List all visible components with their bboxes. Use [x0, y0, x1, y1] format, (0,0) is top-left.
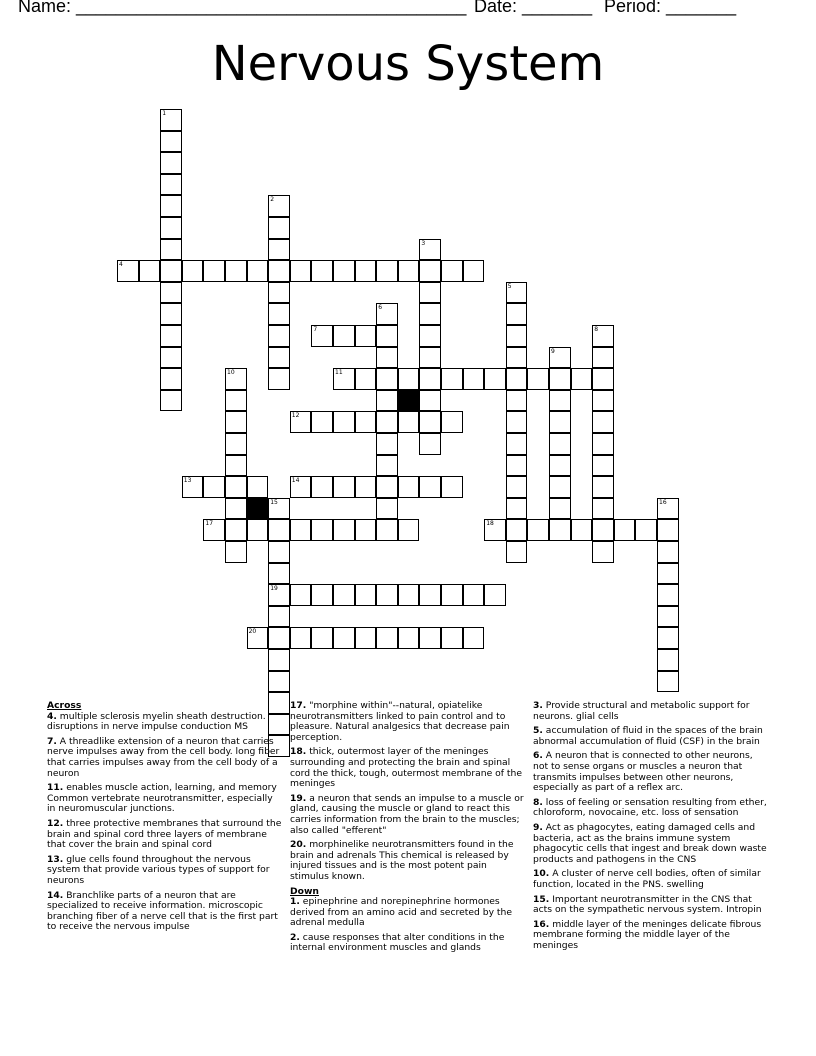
grid-cell[interactable]	[160, 174, 182, 196]
clue-number: 15	[270, 498, 278, 506]
clue-label: 2.	[290, 931, 300, 943]
grid-cell[interactable]	[160, 282, 182, 304]
grid-cell[interactable]	[549, 519, 571, 541]
grid-cell[interactable]	[139, 260, 161, 282]
grid-cell[interactable]	[290, 519, 312, 541]
grid-cell[interactable]	[268, 260, 290, 282]
clue-label: 16.	[533, 918, 550, 930]
grid-cell[interactable]	[506, 411, 528, 433]
grid-cell[interactable]	[376, 498, 398, 520]
grid-cell[interactable]	[160, 239, 182, 261]
grid-cell[interactable]	[592, 541, 614, 563]
grid-cell[interactable]	[549, 476, 571, 498]
grid-cell[interactable]	[398, 584, 420, 606]
across-clue	[47, 855, 283, 887]
grid-cell[interactable]	[160, 325, 182, 347]
grid-cell[interactable]	[290, 411, 312, 433]
clue-text: A threadlike extension of a neuron that carries nerve impulses away from the cell body. long fiber that carries impulses away from the cell body of a neuron	[47, 735, 280, 779]
across-clue	[47, 891, 283, 933]
down-clue	[533, 798, 767, 819]
grid-cell[interactable]	[657, 627, 679, 649]
grid-cell[interactable]	[268, 498, 290, 520]
grid-cell[interactable]	[355, 627, 377, 649]
clue-text: Branchlike parts of a neuron that are specialized to receive information. microscopic branching fiber of a nerve cell that is the first part to receive the nervous impulse	[47, 889, 278, 933]
grid-cell[interactable]	[225, 260, 247, 282]
grid-cell[interactable]	[592, 325, 614, 347]
grid-cell[interactable]	[592, 347, 614, 369]
grid-cell[interactable]	[376, 455, 398, 477]
grid-cell[interactable]	[506, 282, 528, 304]
grid-cell[interactable]	[592, 368, 614, 390]
clue-number: 4	[119, 261, 123, 269]
grid-cell[interactable]	[506, 498, 528, 520]
across-clue	[290, 840, 528, 882]
grid-cell[interactable]	[398, 368, 420, 390]
grid-cell[interactable]	[225, 498, 247, 520]
grid-cell[interactable]	[376, 433, 398, 455]
down-clue	[533, 751, 767, 793]
grid-cell[interactable]	[657, 606, 679, 628]
grid-cell[interactable]	[333, 519, 355, 541]
grid-cell[interactable]	[527, 519, 549, 541]
clues-column-3	[533, 701, 767, 955]
grid-cell[interactable]	[160, 390, 182, 412]
grid-cell[interactable]	[419, 584, 441, 606]
grid-cell[interactable]	[268, 541, 290, 563]
grid-cell[interactable]	[657, 563, 679, 585]
clue-text: glue cells found throughout the nervous system that provide various types of support for neurons	[47, 853, 270, 886]
clue-label: 11.	[47, 782, 64, 794]
grid-cell[interactable]	[398, 411, 420, 433]
grid-cell[interactable]	[311, 584, 333, 606]
clue-label: 20.	[290, 839, 307, 851]
clue-label: 12.	[47, 817, 64, 829]
clue-label: 4.	[47, 710, 57, 722]
clue-label: 13.	[47, 853, 64, 865]
grid-cell[interactable]	[376, 368, 398, 390]
period-field[interactable]: Period: _______	[604, 0, 737, 16]
grid-cell[interactable]	[355, 368, 377, 390]
grid-cell[interactable]	[376, 347, 398, 369]
clue-number: 7	[313, 326, 318, 333]
clue-text: middle layer of the meninges delicate fibrous membrane forming the middle layer of the meninges	[533, 918, 762, 951]
grid-cell[interactable]	[549, 347, 571, 369]
grid-cell[interactable]	[419, 239, 441, 261]
grid-cell[interactable]	[160, 109, 182, 131]
grid-cell[interactable]	[160, 347, 182, 369]
grid-cell[interactable]	[376, 627, 398, 649]
grid-cell[interactable]	[614, 519, 636, 541]
down-clue	[290, 897, 528, 929]
grid-cell[interactable]	[527, 368, 549, 390]
grid-cell[interactable]	[419, 411, 441, 433]
grid-cell[interactable]	[311, 325, 333, 347]
grid-cell[interactable]	[398, 519, 420, 541]
clue-number: 13	[183, 477, 192, 485]
down-clue	[290, 933, 528, 954]
grid-cell[interactable]	[225, 476, 247, 498]
clue-number: 20	[248, 628, 257, 636]
grid-cell[interactable]	[506, 303, 528, 325]
grid-cell[interactable]	[311, 411, 333, 433]
grid-cell[interactable]	[311, 519, 333, 541]
grid-cell[interactable]	[160, 195, 182, 217]
grid-cell[interactable]	[225, 433, 247, 455]
clue-number: 16	[659, 498, 667, 506]
across-clue	[47, 783, 283, 815]
grid-cell[interactable]	[441, 627, 463, 649]
grid-cell[interactable]	[355, 325, 377, 347]
grid-cell[interactable]	[268, 649, 290, 671]
grid-cell[interactable]	[182, 476, 204, 498]
grid-cell[interactable]	[225, 541, 247, 563]
grid-cell[interactable]	[549, 433, 571, 455]
clue-label: 7.	[47, 735, 57, 747]
clue-text: Important neurotransmitter in the CNS that acts on the sympathetic nervous system. Intropin	[533, 893, 762, 916]
clue-text: Act as phagocytes, eating damaged cells and bacteria, act as the brains immune system phagocytic cells that ingest and break down waste products and pathogens in the CNS	[533, 821, 767, 865]
down-clue	[533, 701, 767, 722]
clue-number: 11	[335, 369, 343, 377]
grid-cell[interactable]	[592, 411, 614, 433]
grid-cell[interactable]	[268, 282, 290, 304]
grid-cell[interactable]	[657, 541, 679, 563]
clue-label: 3.	[533, 700, 543, 711]
grid-cell[interactable]	[355, 519, 377, 541]
clue-text: a neuron that sends an impulse to a muscle or gland, causing the muscle or gland to react this carries information from the brain to the muscles; also called "efferent"	[290, 792, 524, 836]
grid-cell[interactable]	[419, 347, 441, 369]
grid-cell[interactable]	[311, 260, 333, 282]
grid-cell[interactable]	[657, 649, 679, 671]
page-title: Nervous System	[211, 36, 605, 92]
grid-cell[interactable]	[268, 303, 290, 325]
grid-cell[interactable]	[333, 627, 355, 649]
grid-cell[interactable]	[635, 519, 657, 541]
grid-cell[interactable]	[203, 519, 225, 541]
grid-cell[interactable]	[268, 671, 290, 693]
clue-number: 17	[205, 520, 214, 528]
grid-cell[interactable]	[398, 476, 420, 498]
grid-cell[interactable]	[333, 260, 355, 282]
grid-cell[interactable]	[333, 476, 355, 498]
grid-cell[interactable]	[268, 195, 290, 217]
grid-cell[interactable]	[463, 627, 485, 649]
clue-number: 5	[507, 282, 512, 290]
clues-column-2	[290, 701, 528, 958]
clue-label: 9.	[533, 821, 543, 833]
grid-cell[interactable]	[268, 325, 290, 347]
grid-cell[interactable]	[549, 390, 571, 412]
grid-cell[interactable]	[441, 411, 463, 433]
name-field[interactable]: Name: _______________________________________	[18, 0, 467, 16]
grid-cell[interactable]	[506, 519, 528, 541]
grid-cell[interactable]	[657, 584, 679, 606]
clue-label: 5.	[533, 725, 543, 737]
grid-cell[interactable]	[506, 476, 528, 498]
clue-number: 8	[594, 326, 599, 333]
clue-number: 6	[378, 304, 383, 312]
clue-text: A neuron that is connected to other neurons, not to sense organs or muscles a neuron that transmits impulses between other neurons, especially as part of a reflex arc.	[533, 750, 753, 794]
across-heading: Across	[47, 700, 82, 711]
clue-label: 15.	[533, 893, 550, 905]
grid-cell[interactable]	[419, 303, 441, 325]
grid-cell[interactable]	[549, 411, 571, 433]
across-clue	[290, 701, 528, 743]
clue-text: accumulation of fluid in the spaces of the brain abnormal accumulation of fluid (CSF) in the brain	[533, 725, 763, 747]
clue-label: 19.	[290, 792, 307, 804]
grid-cell[interactable]	[225, 368, 247, 390]
grid-cell[interactable]	[398, 260, 420, 282]
grid-cell[interactable]	[182, 260, 204, 282]
clue-label: 18.	[290, 746, 307, 758]
clue-number: 12	[291, 412, 300, 420]
grid-cell[interactable]	[225, 455, 247, 477]
grid-cell[interactable]	[506, 325, 528, 347]
grid-cell[interactable]	[463, 584, 485, 606]
grid-cell[interactable]	[225, 411, 247, 433]
grid-cell[interactable]	[355, 584, 377, 606]
grid-cell[interactable]	[203, 260, 225, 282]
grid-cell[interactable]	[419, 282, 441, 304]
grid-cell[interactable]	[463, 260, 485, 282]
down-clue	[533, 823, 767, 865]
clue-number: 14	[291, 477, 300, 485]
grid-block	[398, 390, 420, 412]
clue-text: loss of feeling or sensation resulting from ether, chloroform, novocaine, etc. loss of sensation	[533, 796, 767, 819]
grid-cell[interactable]	[268, 368, 290, 390]
grid-cell[interactable]	[419, 476, 441, 498]
clue-number: 10	[227, 369, 235, 377]
grid-cell[interactable]	[506, 541, 528, 563]
grid-cell[interactable]	[419, 260, 441, 282]
grid-cell[interactable]	[311, 627, 333, 649]
grid-cell[interactable]	[419, 627, 441, 649]
grid-cell[interactable]	[268, 563, 290, 585]
grid-cell[interactable]	[549, 498, 571, 520]
down-clue	[533, 869, 767, 890]
grid-cell[interactable]	[484, 519, 506, 541]
across-clue	[47, 712, 283, 733]
clue-text: morphinelike neurotransmitters found in the brain and adrenals This chemical is released by injured tissues and is the most potent pain stimulus known.	[290, 839, 514, 882]
clue-text: A cluster of nerve cell bodies, often of similar function, located in the PNS. swelling	[533, 868, 761, 890]
grid-cell[interactable]	[355, 260, 377, 282]
grid-cell[interactable]	[376, 390, 398, 412]
grid-cell[interactable]	[160, 368, 182, 390]
grid-cell[interactable]	[117, 260, 139, 282]
grid-cell[interactable]	[290, 476, 312, 498]
grid-cell[interactable]	[311, 476, 333, 498]
grid-cell[interactable]	[160, 217, 182, 239]
clue-label: 10.	[533, 868, 550, 880]
clue-text: epinephrine and norepinephrine hormones derived from an amino acid and secreted by the adrenal medulla	[290, 896, 513, 929]
grid-cell[interactable]	[268, 584, 290, 606]
grid-cell[interactable]	[571, 519, 593, 541]
clue-text: three protective membranes that surround the brain and spinal cord three layers of membrane that cover the brain and spinal cord	[47, 817, 282, 851]
clue-number: 1	[162, 110, 167, 117]
grid-cell[interactable]	[419, 325, 441, 347]
grid-cell[interactable]	[268, 519, 290, 541]
clue-number: 9	[551, 347, 555, 355]
grid-cell[interactable]	[441, 584, 463, 606]
grid-cell[interactable]	[290, 627, 312, 649]
grid-cell[interactable]	[549, 368, 571, 390]
grid-cell[interactable]	[355, 476, 377, 498]
grid-block	[247, 498, 269, 520]
grid-cell[interactable]	[657, 519, 679, 541]
clue-label: 1.	[290, 896, 300, 908]
clue-label: 6.	[533, 750, 543, 762]
grid-cell[interactable]	[333, 368, 355, 390]
grid-cell[interactable]	[376, 260, 398, 282]
grid-cell[interactable]	[376, 584, 398, 606]
grid-cell[interactable]	[419, 433, 441, 455]
grid-cell[interactable]	[592, 433, 614, 455]
grid-cell[interactable]	[376, 519, 398, 541]
grid-cell[interactable]	[290, 584, 312, 606]
grid-cell[interactable]	[398, 627, 420, 649]
grid-cell[interactable]	[376, 411, 398, 433]
grid-cell[interactable]	[247, 627, 269, 649]
clue-label: 14.	[47, 889, 64, 901]
clue-text: "morphine within"--natural, opiatelike neurotransmitters linked to pain control and to pleasure. Natural analgesics that decrease pain perception.	[290, 700, 510, 743]
grid-cell[interactable]	[333, 411, 355, 433]
clue-label: 8.	[533, 796, 543, 808]
clue-text: thick, outermost layer of the meninges surrounding and protecting the brain and spinal cord the thick, tough, outermost membrane of the meninges	[290, 746, 523, 790]
clue-text: multiple sclerosis myelin sheath destruction. disruptions in nerve impulse conduction MS	[47, 710, 266, 733]
clue-number: 19	[270, 585, 278, 593]
grid-cell[interactable]	[571, 368, 593, 390]
across-clue	[47, 819, 283, 851]
grid-cell[interactable]	[247, 260, 269, 282]
grid-cell[interactable]	[506, 347, 528, 369]
clue-number: 18	[486, 520, 494, 528]
grid-cell[interactable]	[225, 519, 247, 541]
grid-cell[interactable]	[592, 498, 614, 520]
grid-cell[interactable]	[376, 476, 398, 498]
grid-cell[interactable]	[506, 455, 528, 477]
grid-cell[interactable]	[592, 519, 614, 541]
grid-cell[interactable]	[290, 260, 312, 282]
grid-cell[interactable]	[484, 368, 506, 390]
across-clue	[290, 747, 528, 789]
grid-cell[interactable]	[506, 433, 528, 455]
grid-cell[interactable]	[268, 217, 290, 239]
grid-cell[interactable]	[484, 584, 506, 606]
clue-text: Provide structural and metabolic support for neurons. glial cells	[533, 700, 750, 722]
grid-cell[interactable]	[268, 347, 290, 369]
grid-cell[interactable]	[463, 368, 485, 390]
grid-cell[interactable]	[355, 411, 377, 433]
grid-cell[interactable]	[549, 455, 571, 477]
down-heading: Down	[290, 885, 319, 897]
grid-cell[interactable]	[592, 390, 614, 412]
grid-cell[interactable]	[441, 476, 463, 498]
clues-column-1	[47, 701, 283, 937]
down-clue	[533, 895, 767, 916]
grid-cell[interactable]	[441, 260, 463, 282]
grid-cell[interactable]	[268, 606, 290, 628]
grid-cell[interactable]	[160, 303, 182, 325]
down-clue	[533, 920, 767, 952]
across-clue	[47, 737, 283, 779]
clue-number: 3	[421, 239, 426, 247]
clue-text: cause responses that alter conditions in the internal environment muscles and glands	[290, 931, 505, 954]
grid-cell[interactable]	[506, 390, 528, 412]
grid-cell[interactable]	[160, 131, 182, 153]
grid-cell[interactable]	[419, 368, 441, 390]
clue-text: enables muscle action, learning, and memory Common vertebrate neurotransmitter, especially in neuromuscular junctions.	[47, 782, 277, 815]
clue-label: 17.	[290, 700, 307, 711]
across-clue	[290, 794, 528, 836]
grid-cell[interactable]	[203, 476, 225, 498]
grid-cell[interactable]	[657, 671, 679, 693]
grid-cell[interactable]	[247, 519, 269, 541]
grid-cell[interactable]	[592, 476, 614, 498]
down-clue	[533, 726, 767, 747]
grid-cell[interactable]	[160, 260, 182, 282]
grid-cell[interactable]	[506, 368, 528, 390]
grid-cell[interactable]	[268, 627, 290, 649]
grid-cell[interactable]	[268, 239, 290, 261]
grid-cell[interactable]	[657, 498, 679, 520]
grid-cell[interactable]	[376, 325, 398, 347]
grid-cell[interactable]	[333, 584, 355, 606]
grid-cell[interactable]	[160, 152, 182, 174]
grid-cell[interactable]	[419, 390, 441, 412]
grid-cell[interactable]	[441, 368, 463, 390]
grid-cell[interactable]	[333, 325, 355, 347]
grid-cell[interactable]	[247, 476, 269, 498]
clue-number: 2	[270, 196, 275, 204]
date-field[interactable]: Date: _______	[474, 0, 593, 16]
grid-cell[interactable]	[592, 455, 614, 477]
grid-cell[interactable]	[225, 390, 247, 412]
grid-cell[interactable]	[376, 303, 398, 325]
